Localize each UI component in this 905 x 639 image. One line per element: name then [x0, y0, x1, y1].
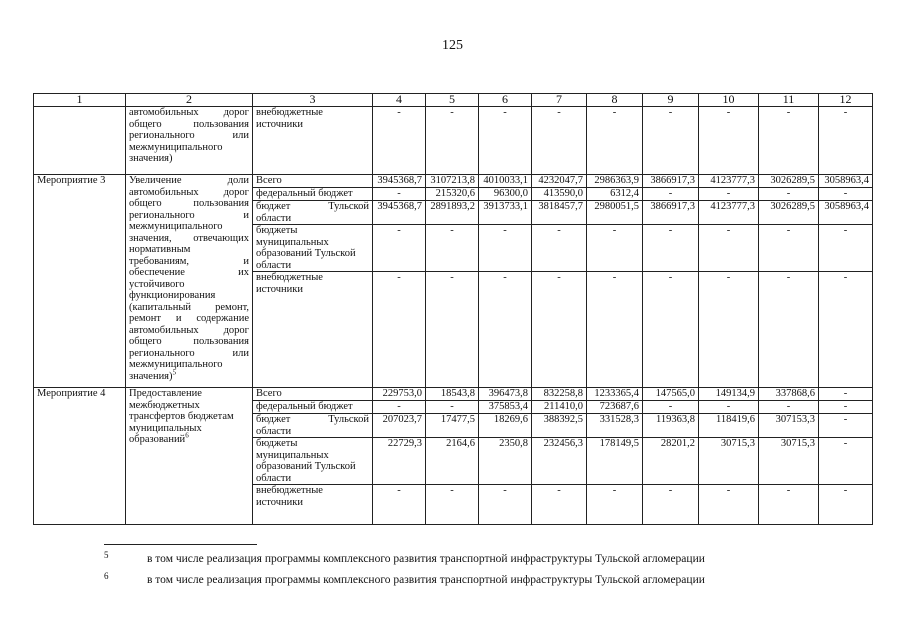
value-cell: 3818457,7 — [532, 201, 587, 225]
column-header: 5 — [426, 94, 479, 107]
measure-description-text: Предоставление межбюджетных трансфертов бюджетам муниципальных образований — [129, 388, 234, 445]
value-cell: - — [587, 272, 643, 388]
footnote-separator — [104, 544, 257, 545]
value-cell: - — [699, 272, 759, 388]
value-cell: 3913733,1 — [479, 201, 532, 225]
value-cell: - — [759, 272, 819, 388]
measure-label: Мероприятие 3 — [34, 175, 126, 388]
column-header: 7 — [532, 94, 587, 107]
value-cell: 2350,8 — [479, 438, 532, 485]
measure-description — [126, 175, 253, 388]
value-cell: - — [819, 272, 873, 388]
value-cell: 3945368,7 — [373, 201, 426, 225]
value-cell: - — [426, 485, 479, 525]
value-cell: - — [479, 272, 532, 388]
value-cell: - — [479, 225, 532, 272]
footnote-number: 6 — [104, 571, 109, 581]
column-header: 8 — [587, 94, 643, 107]
value-cell: 18269,6 — [479, 414, 532, 438]
measure-description-text: Увеличение доли автомобильных дорог общего пользования регионального и межмуниципального значения, отвечающих нормативным требованиям, и обеспечение их устойчивого функционирования (капитальный ремонт, ремонт и содержание автомобильных дорог общего пользования регионального или межмуниципального значения) — [129, 175, 249, 382]
value-cell: 4010033,1 — [479, 175, 532, 188]
table-row — [34, 175, 873, 188]
column-header: 12 — [819, 94, 873, 107]
value-cell: 17477,5 — [426, 414, 479, 438]
value-cell: 207023,7 — [373, 414, 426, 438]
value-cell: 3026289,5 — [759, 201, 819, 225]
value-cell: 723687,6 — [587, 401, 643, 414]
value-cell: 3945368,7 — [373, 175, 426, 188]
value-cell: 4232047,7 — [532, 175, 587, 188]
value-cell: 832258,8 — [532, 388, 587, 401]
value-cell: 4123777,3 — [699, 201, 759, 225]
value-cell: - — [643, 401, 699, 414]
value-cell: - — [479, 107, 532, 175]
value-cell: 2986363,9 — [587, 175, 643, 188]
value-cell: - — [819, 485, 873, 525]
column-header: 10 — [699, 94, 759, 107]
value-cell: - — [699, 188, 759, 201]
value-cell: - — [643, 188, 699, 201]
value-cell: - — [479, 485, 532, 525]
header-row — [34, 94, 873, 107]
column-header: 4 — [373, 94, 426, 107]
value-cell: 30715,3 — [759, 438, 819, 485]
value-cell: - — [532, 107, 587, 175]
value-cell: 28201,2 — [643, 438, 699, 485]
value-cell: - — [699, 485, 759, 525]
table-row — [34, 388, 873, 401]
value-cell: 147565,0 — [643, 388, 699, 401]
footnote-marker: 5 — [172, 368, 177, 376]
value-cell: - — [426, 272, 479, 388]
value-cell: - — [819, 388, 873, 401]
value-cell: - — [819, 107, 873, 175]
value-cell: 307153,3 — [759, 414, 819, 438]
funding-source: Всего — [253, 388, 373, 401]
value-cell: 4123777,3 — [699, 175, 759, 188]
value-cell: 3107213,8 — [426, 175, 479, 188]
funding-source: федеральный бюджет — [253, 188, 373, 201]
value-cell: 118419,6 — [699, 414, 759, 438]
value-cell: - — [643, 272, 699, 388]
value-cell: 1233365,4 — [587, 388, 643, 401]
column-header: 6 — [479, 94, 532, 107]
value-cell: 18543,8 — [426, 388, 479, 401]
value-cell: 30715,3 — [699, 438, 759, 485]
funding-source: бюджет Тульской области — [253, 201, 373, 225]
value-cell: - — [532, 225, 587, 272]
column-header: 9 — [643, 94, 699, 107]
value-cell: 2891893,2 — [426, 201, 479, 225]
value-cell: - — [819, 401, 873, 414]
value-cell: - — [759, 107, 819, 175]
value-cell: - — [643, 485, 699, 525]
value-cell: - — [373, 188, 426, 201]
value-cell: - — [532, 485, 587, 525]
value-cell: 3866917,3 — [643, 201, 699, 225]
measure-description — [126, 388, 253, 525]
value-cell: 22729,3 — [373, 438, 426, 485]
value-cell: - — [587, 107, 643, 175]
value-cell: - — [373, 401, 426, 414]
value-cell: - — [426, 225, 479, 272]
value-cell: 413590,0 — [532, 188, 587, 201]
value-cell: 178149,5 — [587, 438, 643, 485]
value-cell: - — [587, 485, 643, 525]
value-cell: - — [643, 107, 699, 175]
value-cell: - — [426, 401, 479, 414]
column-header: 3 — [253, 94, 373, 107]
continuation-row — [34, 107, 873, 175]
value-cell: 232456,3 — [532, 438, 587, 485]
funding-source: бюджеты муниципальных образований Тульской области — [253, 438, 373, 485]
value-cell: 215320,6 — [426, 188, 479, 201]
value-cell: 6312,4 — [587, 188, 643, 201]
value-cell: 3058963,4 — [819, 175, 873, 188]
value-cell: - — [532, 272, 587, 388]
funding-source: внебюджетные источники — [253, 107, 373, 175]
funding-source: бюджет Тульской области — [253, 414, 373, 438]
value-cell: 388392,5 — [532, 414, 587, 438]
empty-cell — [34, 107, 126, 175]
value-cell: 375853,4 — [479, 401, 532, 414]
column-header: 11 — [759, 94, 819, 107]
funding-source: внебюджетные источники — [253, 272, 373, 388]
value-cell: - — [373, 225, 426, 272]
column-header: 1 — [34, 94, 126, 107]
value-cell: - — [819, 225, 873, 272]
value-cell: - — [819, 188, 873, 201]
value-cell: 3058963,4 — [819, 201, 873, 225]
column-header: 2 — [126, 94, 253, 107]
value-cell: - — [759, 401, 819, 414]
value-cell: - — [373, 107, 426, 175]
value-cell: 331528,3 — [587, 414, 643, 438]
value-cell: 3026289,5 — [759, 175, 819, 188]
value-cell: 2164,6 — [426, 438, 479, 485]
value-cell: - — [426, 107, 479, 175]
value-cell: - — [587, 225, 643, 272]
footnote-marker: 6 — [185, 431, 189, 440]
value-cell: 119363,8 — [643, 414, 699, 438]
value-cell: 211410,0 — [532, 401, 587, 414]
funding-source: федеральный бюджет — [253, 401, 373, 414]
funding-source: внебюджетные источники — [253, 485, 373, 525]
funding-source: бюджеты муниципальных образований Тульской области — [253, 225, 373, 272]
value-cell: 3866917,3 — [643, 175, 699, 188]
value-cell: 229753,0 — [373, 388, 426, 401]
value-cell: - — [643, 225, 699, 272]
footnote-text: в том числе реализация программы комплексного развития транспортной инфраструктуры Тульской агломерации — [147, 574, 705, 586]
value-cell: - — [699, 401, 759, 414]
measure-label: Мероприятие 4 — [34, 388, 126, 525]
value-cell: - — [759, 485, 819, 525]
value-cell: 149134,9 — [699, 388, 759, 401]
value-cell: 96300,0 — [479, 188, 532, 201]
value-cell: - — [373, 272, 426, 388]
value-cell: 337868,6 — [759, 388, 819, 401]
funding-source: Всего — [253, 175, 373, 188]
value-cell: - — [759, 188, 819, 201]
value-cell: - — [699, 107, 759, 175]
page-number: 125 — [442, 38, 463, 53]
value-cell: - — [819, 414, 873, 438]
value-cell: 396473,8 — [479, 388, 532, 401]
continuation-description: автомобильных дорог общего пользования регионального или межмуниципального значения) — [126, 107, 253, 175]
footnote-number: 5 — [104, 550, 109, 560]
value-cell: - — [373, 485, 426, 525]
budget-table — [33, 93, 873, 525]
value-cell: - — [699, 225, 759, 272]
value-cell: - — [819, 438, 873, 485]
value-cell: - — [759, 225, 819, 272]
footnote-text: в том числе реализация программы комплексного развития транспортной инфраструктуры Тульской агломерации — [147, 553, 705, 565]
value-cell: 2980051,5 — [587, 201, 643, 225]
